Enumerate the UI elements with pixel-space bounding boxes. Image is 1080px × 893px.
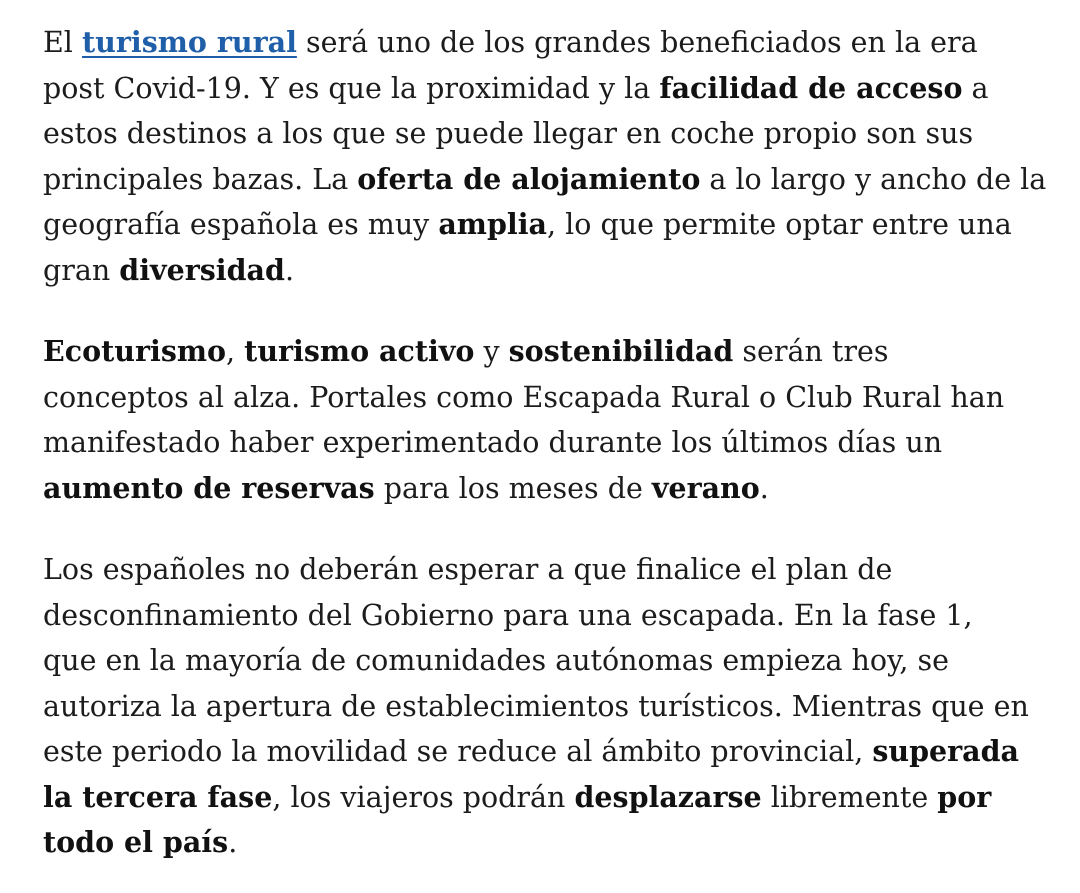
text-run: desconfinamiento del Gobierno para una escapada. En la fase 1, <box>43 598 973 632</box>
bold-phrase: superada <box>872 734 1020 768</box>
text-line <box>43 111 1053 157</box>
turismo-rural-link[interactable]: turismo rural <box>81 25 297 59</box>
text-run: serán tres <box>733 335 889 368</box>
bold-phrase: la tercera fase <box>43 779 273 814</box>
text-line <box>43 820 1053 866</box>
text-run: estos destinos a los que se puede llegar en coche propio son sus <box>43 117 974 150</box>
text-line <box>43 420 1053 466</box>
text-run: , lo que permite optar entre una <box>547 208 1012 241</box>
text-run: será uno de los grandes beneficiados en la era <box>296 26 978 59</box>
text-run: a lo largo y ancho de la <box>700 162 1047 196</box>
text-run: , los viajeros podrán <box>272 780 575 814</box>
bold-phrase: diversidad <box>119 252 285 287</box>
text-line <box>43 202 1053 248</box>
bold-phrase: turismo activo <box>244 334 475 368</box>
text-run: a <box>962 71 989 105</box>
text-run: que en la mayoría de comunidades autónomas empieza hoy, se <box>43 644 950 677</box>
bold-phrase: Ecoturismo <box>43 334 227 368</box>
paragraph-deconfinement <box>43 547 1053 866</box>
bold-phrase: amplia <box>438 207 548 241</box>
text-line <box>43 375 1053 421</box>
text-run: . <box>228 826 238 859</box>
text-run: post Covid-19. Y es que la proximidad y la <box>43 71 660 105</box>
text-run: gran <box>43 253 120 287</box>
paragraph-rural-tourism <box>43 20 1053 293</box>
bold-phrase: verano <box>651 470 760 505</box>
paragraph-ecotourism <box>43 329 1053 511</box>
article-body <box>43 20 1053 866</box>
text-line <box>43 638 1053 684</box>
text-line <box>43 729 1053 775</box>
bold-phrase: por <box>937 779 992 814</box>
text-run: . <box>284 253 294 287</box>
text-line <box>43 775 1053 821</box>
bold-phrase: sostenibilidad <box>508 334 734 368</box>
text-line <box>43 20 1053 66</box>
text-run: principales bazas. La <box>43 162 358 196</box>
text-run: para los meses de <box>374 471 652 505</box>
text-run: este periodo la movilidad se reduce al ámbito provincial, <box>43 735 873 768</box>
text-line <box>43 466 1053 512</box>
text-line <box>43 684 1053 730</box>
text-line <box>43 66 1053 112</box>
text-run: manifestado haber experimentado durante los últimos días un <box>43 426 943 459</box>
bold-phrase: todo el país <box>43 825 229 859</box>
text-line <box>43 593 1053 639</box>
bold-phrase: desplazarse <box>574 779 762 814</box>
text-line <box>43 329 1053 375</box>
text-run: conceptos al alza. Portales como Escapada Rural o Club Rural han <box>43 380 1005 414</box>
bold-phrase: facilidad de acceso <box>659 70 963 105</box>
text-run: geografía española es muy <box>43 208 439 241</box>
text-line <box>43 248 1053 294</box>
text-run: autoriza la apertura de establecimientos turísticos. Mientras que en <box>43 689 1029 723</box>
text-line <box>43 157 1053 203</box>
text-line <box>43 547 1053 593</box>
text-run: , <box>226 335 245 368</box>
text-run: libremente <box>761 780 938 814</box>
text-run: Los españoles no deberán esperar a que finalice el plan de <box>43 553 893 586</box>
text-run: . <box>759 471 769 505</box>
text-run: y <box>474 335 509 368</box>
bold-phrase: oferta de alojamiento <box>357 161 701 196</box>
text-run: El <box>43 26 82 59</box>
bold-phrase: aumento de reservas <box>43 470 375 505</box>
